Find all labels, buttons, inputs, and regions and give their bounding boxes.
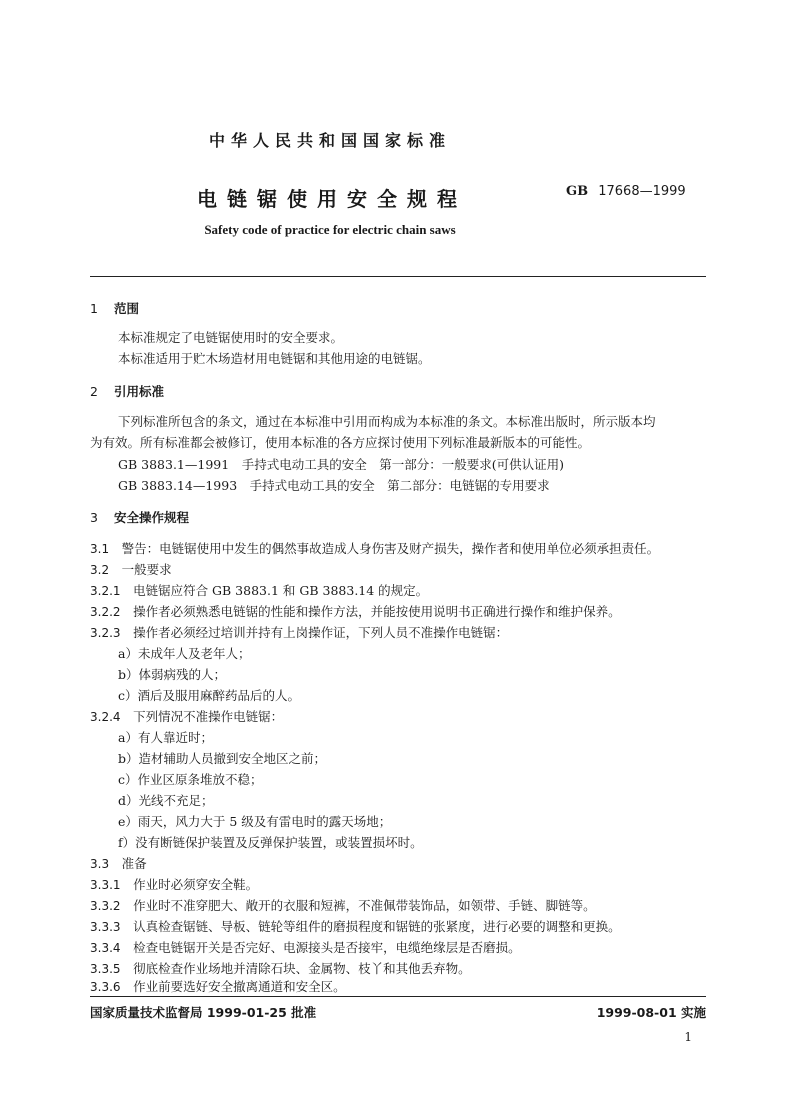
approval-line: 国家质量技术监督局 1999-01-25 批准 (90, 1005, 317, 1020)
clause-number: 3.3.3 (90, 920, 121, 934)
clause (90, 603, 708, 621)
clause-text: 彻底检查作业场地并清除石块、金属物、枝丫和其他丢弃物。 (133, 961, 471, 976)
clause-number: 3.3.1 (90, 878, 121, 892)
section-number: 3 (90, 510, 98, 525)
clause-number: 3.2.2 (90, 605, 121, 619)
list-item: a）未成年人及老年人； (118, 646, 251, 661)
paragraph: 本标准适用于贮木场造材用电链锯和其他用途的电链锯。 (118, 351, 431, 366)
list-item: b）体弱病残的人； (118, 667, 227, 682)
clause (90, 561, 708, 579)
section-heading-3 (90, 509, 708, 527)
section-heading-1 (90, 300, 708, 318)
clause-text: 作业时不准穿肥大、敞开的衣服和短裤，不准佩带装饰品，如领带、手链、脚链等。 (133, 898, 596, 913)
footer-divider (90, 996, 706, 997)
clause (90, 624, 708, 642)
standard-code: 17668—1999 (598, 184, 686, 199)
clause-text: 一般要求 (121, 562, 172, 577)
clause-number: 3.3.2 (90, 899, 121, 913)
list-item: c）作业区原条堆放不稳； (118, 772, 263, 787)
clause-text: 操作者必须熟悉电链锯的性能和操作方法，并能按使用说明书正确进行操作和维护保养。 (133, 604, 621, 619)
clause-text: 作业时必须穿安全鞋。 (133, 877, 259, 892)
section-title: 引用标准 (114, 384, 165, 399)
reference-item: GB 3883.1—1991 手持式电动工具的安全 第一部分：一般要求(可供认证用) (118, 457, 564, 472)
document-title: 电链锯使用安全规程 (197, 187, 467, 211)
issuing-body: 中华人民共和国国家标准 (208, 131, 451, 150)
list-item: d）光线不充足； (118, 793, 214, 808)
reference-item: GB 3883.14—1993 手持式电动工具的安全 第二部分：电链锯的专用要求 (118, 478, 550, 493)
clause-number: 3.1 (90, 542, 110, 556)
clause-text: 检查电链锯开关是否完好、电源接头是否接牢，电缆绝缘层是否磨损。 (133, 940, 521, 955)
list-item: b）造材辅助人员撤到安全地区之前； (118, 751, 327, 766)
section-title: 范围 (114, 301, 140, 316)
section-title: 安全操作规程 (114, 510, 190, 525)
list-item: e）雨天，风力大于 5 级及有雷电时的露天场地； (118, 814, 392, 829)
paragraph: 本标准规定了电链锯使用时的安全要求。 (118, 330, 344, 345)
clause (90, 876, 708, 894)
clause-number: 3.3.4 (90, 941, 121, 955)
clause-text: 准备 (121, 856, 147, 871)
clause (90, 582, 708, 600)
clause-number: 3.2.3 (90, 626, 121, 640)
header-divider (90, 276, 706, 277)
clause-text: 电链锯应符合 GB 3883.1 和 GB 3883.14 的规定。 (133, 583, 429, 598)
clause (90, 708, 708, 726)
clause-number: 3.2.4 (90, 710, 121, 724)
clause-number: 3.2 (90, 563, 110, 577)
clause-number: 3.3.6 (90, 980, 121, 994)
page-number: 1 (684, 1030, 692, 1044)
clause (90, 939, 708, 957)
english-title: Safety code of practice for electric chain saws (204, 222, 456, 237)
section-number: 1 (90, 301, 98, 316)
clause-text: 警告：电链锯使用中发生的偶然事故造成人身伤害及财产损失，操作者和使用单位必须承担责任。 (121, 541, 660, 556)
clause (90, 540, 708, 558)
clause-text: 认真检查锯链、导板、链轮等组件的磨损程度和锯链的张紧度，进行必要的调整和更换。 (133, 919, 621, 934)
clause (90, 978, 708, 996)
clause (90, 855, 708, 873)
clause-number: 3.2.1 (90, 584, 121, 598)
clause-text: 下列情况不准操作电链锯： (133, 709, 284, 724)
standard-prefix: GB (566, 184, 589, 199)
clause (90, 918, 708, 936)
standard-number (566, 184, 686, 199)
implementation-date: 1999-08-01 实施 (596, 1005, 706, 1020)
list-item: c）酒后及服用麻醉药品后的人。 (118, 688, 301, 703)
list-item: f）没有断链保护装置及反弹保护装置，或装置损坏时。 (118, 835, 423, 850)
section-heading-2 (90, 383, 708, 401)
clause-number: 3.3.5 (90, 962, 121, 976)
clause-number: 3.3 (90, 857, 110, 871)
clause (90, 897, 708, 915)
paragraph: 为有效。所有标准都会被修订，使用本标准的各方应探讨使用下列标准最新版本的可能性。 (90, 435, 591, 450)
clause-text: 操作者必须经过培训并持有上岗操作证，下列人员不准操作电链锯： (133, 625, 509, 640)
clause-text: 作业前要选好安全撤离通道和安全区。 (133, 979, 346, 994)
paragraph: 下列标准所包含的条文，通过在本标准中引用而构成为本标准的条文。本标准出版时，所示版本均 (118, 414, 656, 429)
list-item: a）有人靠近时； (118, 730, 213, 745)
clause (90, 960, 708, 978)
section-number: 2 (90, 384, 98, 399)
